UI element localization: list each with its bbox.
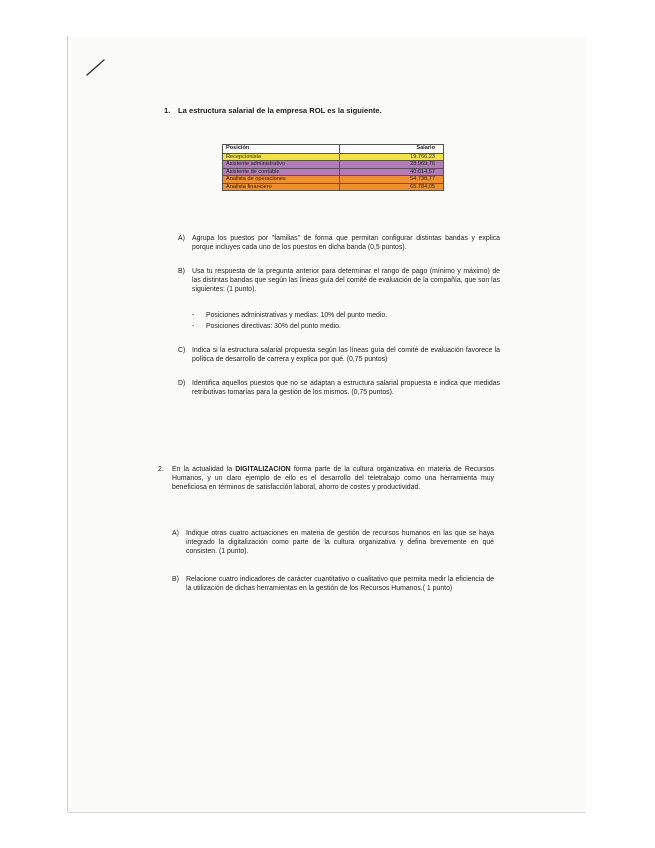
question-1-text: La estructura salarial de la empresa ROL es la siguiente. <box>178 106 382 115</box>
salary-row <box>223 153 444 161</box>
salary-row-amount: 40.014,67 <box>340 168 444 176</box>
salary-row-position: Analista financiero <box>223 183 340 191</box>
salary-row-position: Asistente de contable <box>223 168 340 176</box>
intro-text-after: forma parte de la cultura organizativa en materia de Recursos Humanos, y un claro ejemplo de ello es el desarrollo del teletrabajo como una herramienta muy beneficiosa en términos de satisfacción laboral, ahorro de costes y productividad. <box>172 466 494 491</box>
bullet-item <box>192 312 388 321</box>
item-label: C) <box>178 347 186 354</box>
item-label: B) <box>178 268 185 275</box>
item-label: A) <box>178 235 185 242</box>
salary-table <box>222 144 444 191</box>
question-1-b <box>178 268 500 294</box>
bullet-text: Posiciones administrativas y medias: 10% del punto medio. <box>206 312 388 319</box>
item-label: B) <box>172 576 179 583</box>
salary-row <box>223 161 444 169</box>
bullet-item <box>192 323 341 332</box>
item-text: Usa tu respuesta de la pregunta anterior para determinar el rango de pago (mínimo y máximo) de las distintas bandas que según las líneas guía del comité de evaluación de la compañía, que son las siguientes: (1 punto). <box>192 268 500 293</box>
item-text: Identifica aquellos puestos que no se adaptan a estructura salarial propuesta e indica que medidas retributivas tomarías para la gestión de los mismos. (0,75 puntos). <box>192 380 500 396</box>
item-text: Agrupa los puestos por "familias" de forma que permitan configurar distintas bandas y explica porque incluyes cada uno de los puestos en dicha banda (0,5 puntos). <box>192 235 500 251</box>
salary-row-amount: 28.969,76 <box>340 161 444 169</box>
item-text: Indica si la estructura salarial propuesta según las líneas guía del comité de evaluación favorece la política de desarrollo de carrera y explica por qué. (0,75 puntos) <box>192 347 500 363</box>
bullet-text: Posiciones directivas: 30% del punto medio. <box>206 323 341 330</box>
salary-row-position: Analista de operaciones <box>223 176 340 184</box>
intro-text-before: En la actualidad la <box>172 466 236 473</box>
header-salary: Salario <box>340 145 444 154</box>
salary-row-position: Recepcionista <box>223 153 340 161</box>
question-2-intro <box>158 466 494 493</box>
question-1-number: 1. <box>164 106 171 115</box>
question-2-number: 2. <box>158 466 164 473</box>
question-1-a <box>178 235 500 253</box>
salary-table-header <box>223 145 444 154</box>
bullet-dash: - <box>192 312 195 319</box>
salary-row <box>223 168 444 176</box>
question-2-b <box>172 576 494 594</box>
item-text: Indique otras cuatro actuaciones en materia de gestión de recursos humanos en las que se haya integrado la digitalización como parte de la cultura organizativa y defina brevemente en qué consisten. (1 punto). <box>186 530 494 555</box>
salary-row-amount: 54.738,77 <box>340 176 444 184</box>
salary-row-amount: 65.784,05 <box>340 183 444 191</box>
question-1-c <box>178 347 500 365</box>
item-text: Relacione cuatro indicadores de carácter cuantitativo o cualitativo que permita medir la eficiencia de la utilización de dichas herramientas en la gestión de los Recursos Humanos.( 1 punto) <box>186 576 494 592</box>
salary-row-position: Asistente administrativo <box>223 161 340 169</box>
question-2-a <box>172 530 494 556</box>
salary-row <box>223 183 444 191</box>
question-1-d <box>178 380 500 398</box>
bullet-dash: - <box>192 323 195 330</box>
item-label: D) <box>178 380 186 387</box>
salary-row-amount: 19.766,23 <box>340 153 444 161</box>
pen-stroke-mark <box>86 58 106 76</box>
question-1-title <box>164 105 382 116</box>
salary-row <box>223 176 444 184</box>
header-position: Posición <box>223 145 340 154</box>
intro-text-bold: DIGITALIZACION <box>235 466 291 473</box>
item-label: A) <box>172 530 179 537</box>
